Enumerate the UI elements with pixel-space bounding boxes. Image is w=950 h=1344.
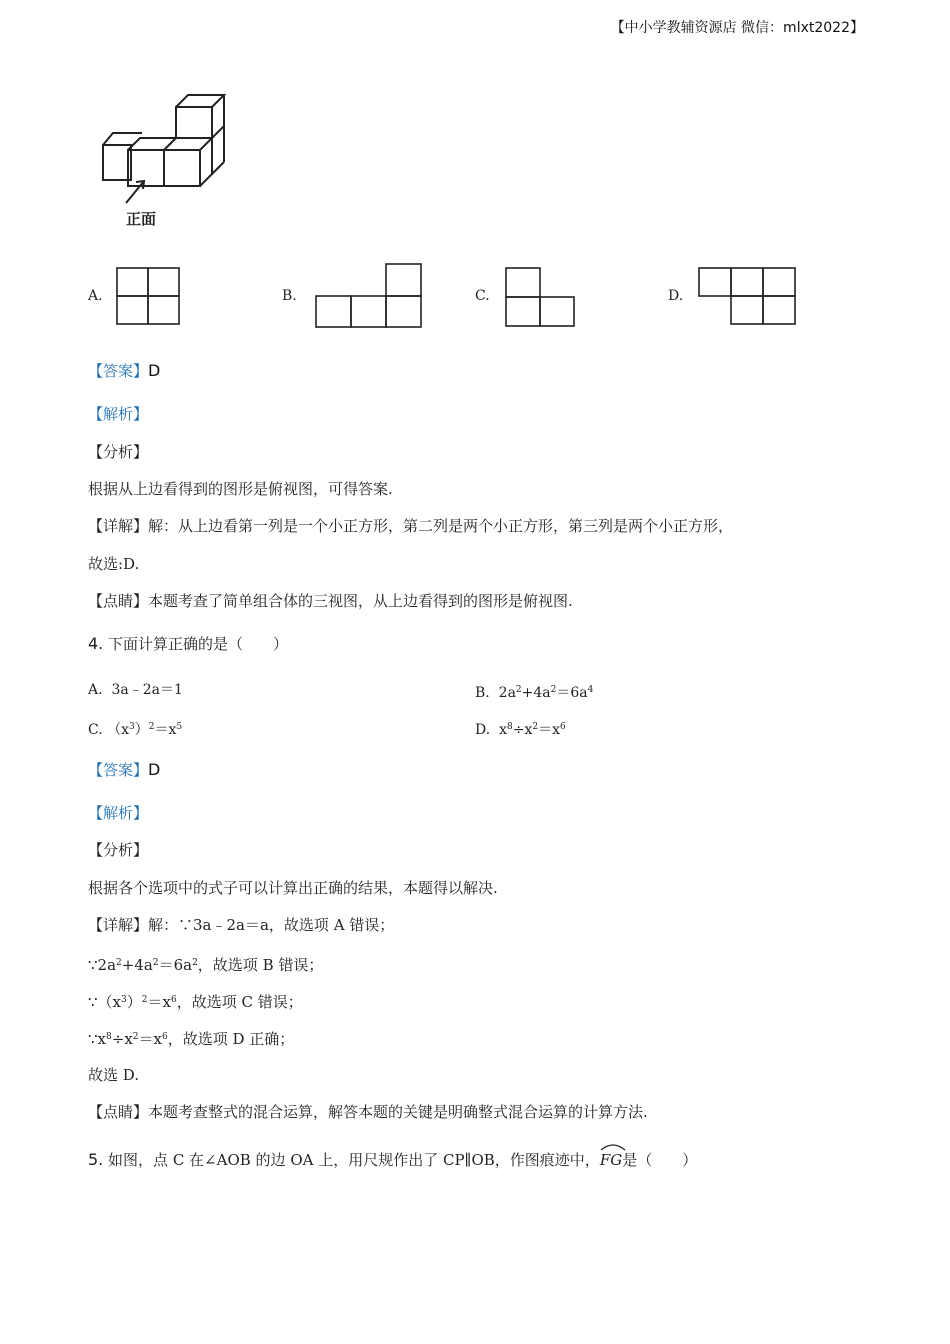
expr: ＝x	[147, 993, 171, 1011]
analysis-text: 根据各个选项中的式子可以计算出正确的结果，本题得以解决.	[88, 879, 498, 897]
front-label: 正面	[126, 210, 157, 228]
exponent: 2	[148, 722, 155, 732]
q4-option-d	[475, 716, 566, 741]
comment-tag: 【点睛】	[88, 1103, 149, 1121]
expr: +4a	[521, 685, 551, 701]
exponent: 5	[176, 722, 183, 732]
detail-line-4	[88, 1026, 294, 1050]
arc-label: FG	[599, 1151, 623, 1169]
q5-stem-line	[88, 1145, 697, 1171]
option-label: C.	[88, 722, 103, 738]
detail-text: 解：从上边看第一列是一个小正方形，第二列是两个小正方形，第三列是两个小正方形，	[148, 517, 734, 535]
detail-tag: 【详解】	[88, 916, 149, 934]
exponent: 2	[532, 722, 539, 732]
exponent: 3	[129, 722, 135, 732]
option-b-label: B.	[282, 288, 297, 304]
comment-line	[88, 1101, 648, 1123]
option-text: 3a﹣2a＝1	[111, 682, 183, 698]
question-stem: 下面计算正确的是（ ）	[108, 635, 289, 653]
fenxi-tag: 【分析】	[88, 443, 149, 461]
detail-line-2	[88, 952, 323, 976]
comment-text: 本题考查了简单组合体的三视图，从上边看得到的图形是俯视图.	[148, 592, 573, 610]
option-label: B.	[475, 685, 490, 701]
comment-text: 本题考查整式的混合运算，解答本题的关键是明确整式混合运算的计算方法.	[148, 1103, 648, 1121]
expr: ∵x	[88, 1030, 107, 1048]
q4-option-b	[475, 679, 593, 704]
detail-text: 解：∵3a﹣2a＝a，故选项 A 错误；	[148, 916, 395, 934]
q4-answer-line	[88, 759, 160, 781]
q4-option-a	[88, 679, 183, 701]
analysis-text: 根据从上边看得到的图形是俯视图，可得答案.	[88, 480, 393, 498]
comment-line	[88, 590, 573, 612]
expr: ）	[126, 993, 142, 1011]
question-stem-end: 是（ ）	[622, 1151, 698, 1169]
expr: ∵2a	[88, 956, 117, 974]
expr: ＝x	[154, 722, 177, 738]
option-c-label: C.	[475, 288, 490, 304]
expr: ＝x	[538, 722, 561, 738]
jiexi-tag: 【解析】	[88, 804, 149, 822]
detail-tag: 【详解】	[88, 517, 149, 535]
exponent: 8	[106, 1032, 112, 1042]
q4-option-c	[88, 716, 182, 741]
exponent: 2	[515, 685, 522, 695]
fenxi-tag: 【分析】	[88, 841, 149, 859]
answer-value: D	[148, 760, 161, 779]
exponent: 2	[141, 995, 148, 1005]
solid-figure	[98, 95, 238, 235]
expr: 2a	[498, 685, 516, 701]
page-header: 【中小学教辅资源店 微信：mlxt2022】	[610, 20, 864, 36]
expr: ，故选项 D 正确；	[167, 1030, 295, 1048]
exponent: 3	[121, 995, 127, 1005]
expr: ＝6a	[158, 956, 193, 974]
exponent: 2	[192, 958, 198, 968]
expr: ＝6a	[556, 685, 588, 701]
conclusion-text: 故选:D.	[88, 555, 140, 573]
expr: x	[499, 722, 507, 738]
option-d-figure	[698, 267, 800, 329]
exponent: 2	[550, 685, 557, 695]
question-stem: 如图，点 C 在∠AOB 的边 OA 上，用尺规作出了 CP∥OB，作图痕迹中，	[108, 1151, 600, 1169]
exponent: 6	[560, 722, 566, 732]
expr: ，故选项 B 错误；	[197, 956, 324, 974]
exponent: 4	[587, 685, 594, 695]
option-label: A.	[88, 682, 103, 698]
expr: ＝x	[138, 1030, 162, 1048]
comment-tag: 【点睛】	[88, 592, 149, 610]
exponent: 6	[170, 995, 177, 1005]
detail-line	[88, 515, 733, 537]
answer-tag: 【答案】	[88, 761, 149, 779]
expr: ∵（x	[88, 993, 122, 1011]
arc-mark-icon	[600, 1143, 626, 1151]
expr: ÷x	[111, 1030, 133, 1048]
jiexi-tag: 【解析】	[88, 405, 149, 423]
expr: +4a	[121, 956, 153, 974]
exponent: 6	[161, 1032, 168, 1042]
exponent: 2	[132, 1032, 139, 1042]
expr: ，故选项 C 错误；	[176, 993, 303, 1011]
arc-fg	[600, 1145, 622, 1171]
expr: （x	[107, 722, 130, 738]
exponent: 2	[116, 958, 122, 968]
answer-value: D	[148, 361, 161, 380]
expr: ）	[134, 722, 149, 738]
option-a-label: A.	[88, 288, 103, 304]
question-number: 5.	[88, 1150, 104, 1169]
answer-tag: 【答案】	[88, 362, 149, 380]
option-a-figure	[116, 267, 186, 329]
exponent: 8	[507, 722, 513, 732]
q3-answer-line	[88, 360, 160, 382]
conclusion-text: 故选 D.	[88, 1066, 140, 1084]
expr: ÷x	[512, 722, 533, 738]
question-number: 4.	[88, 634, 104, 653]
option-c-figure	[505, 267, 577, 329]
exponent: 2	[152, 958, 159, 968]
option-b-figure	[314, 263, 424, 329]
detail-line-3	[88, 989, 303, 1013]
q4-stem-line	[88, 633, 288, 655]
option-label: D.	[475, 722, 491, 738]
detail-line	[88, 914, 394, 936]
option-d-label: D.	[668, 288, 684, 304]
